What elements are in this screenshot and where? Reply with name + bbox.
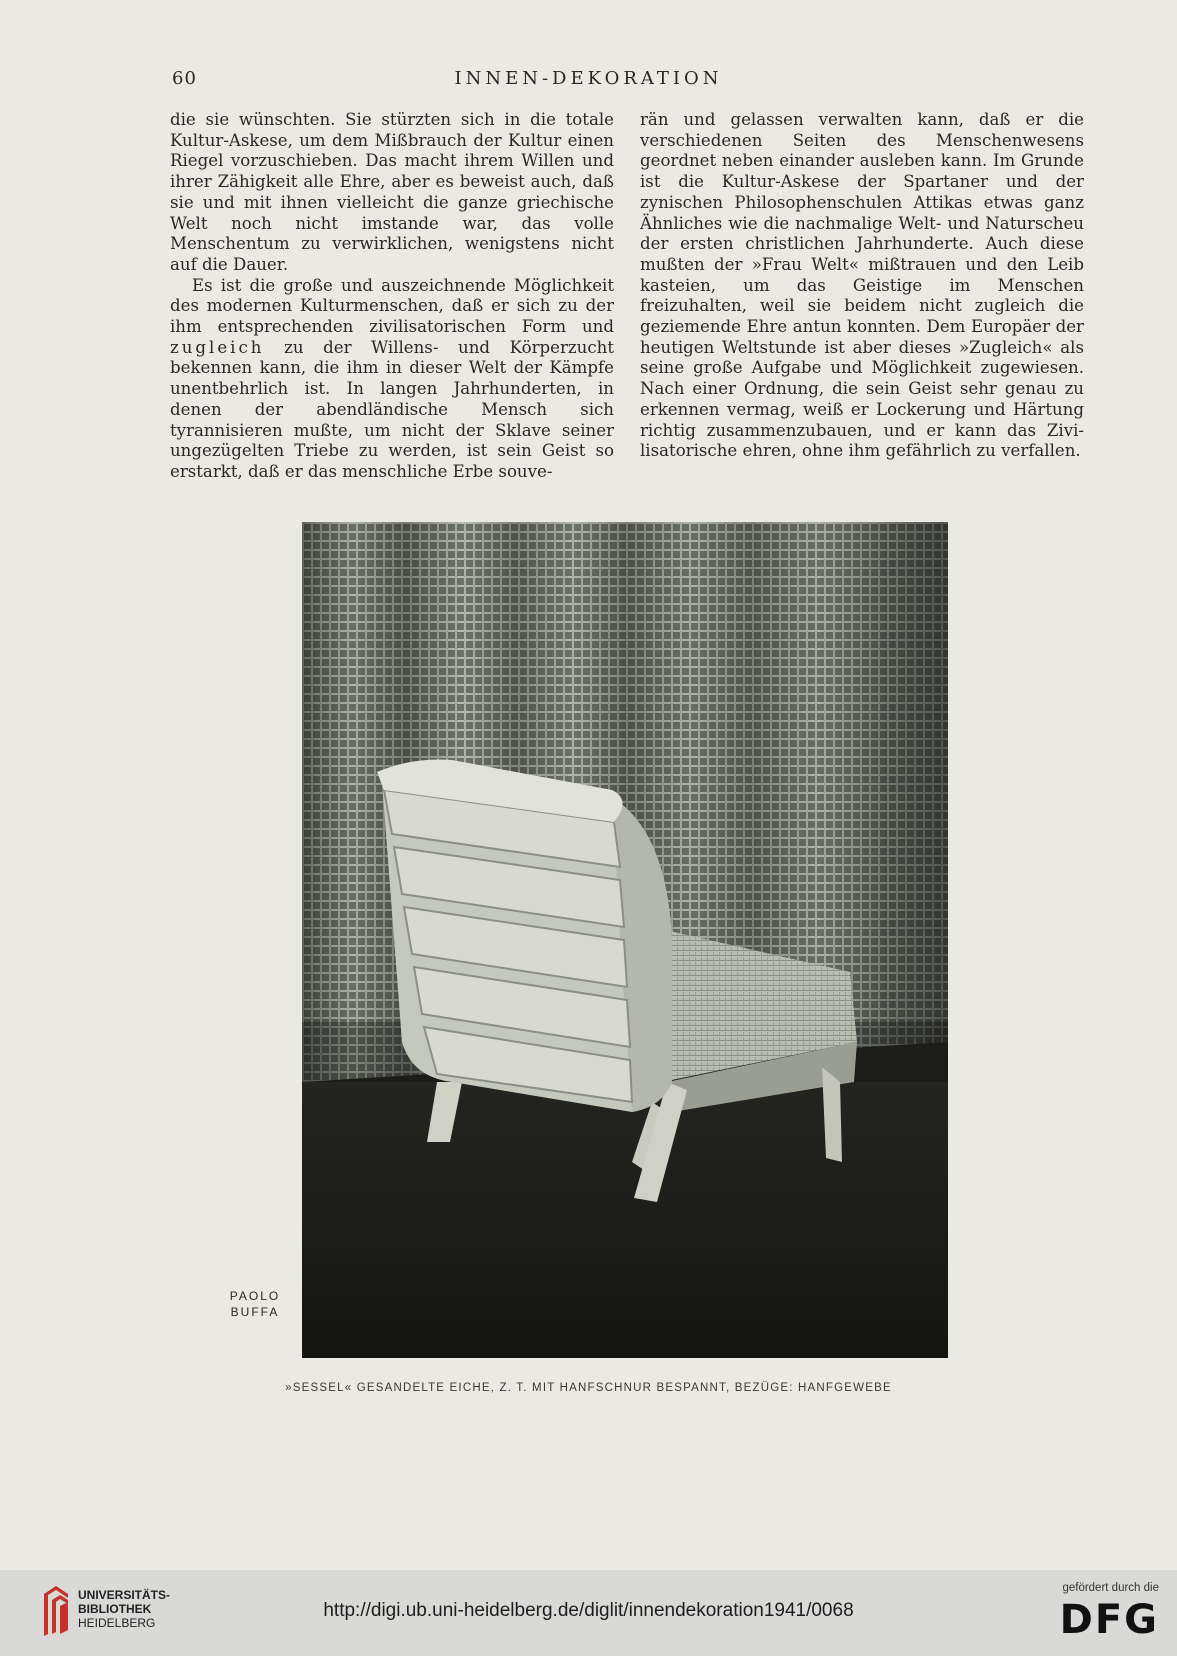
digitization-footer [0,1570,1177,1656]
sponsor-block [1029,1582,1159,1643]
sponsor-label: gefördert durch die [1062,1582,1159,1594]
figure-caption: »SESSEL« GESANDELTE EICHE, Z. T. MIT HANFSCHNUR BESPANNT, BEZÜGE: HANFGEWEBE [285,1382,892,1394]
body-text [170,110,1084,481]
permalink-url[interactable]: http://digi.ub.uni-heidelberg.de/diglit/innendekoration1941/0068 [323,1600,854,1621]
credit-last-name: BUFFA [230,1305,280,1319]
left-paragraph-2 [170,276,614,483]
chair-photograph [302,522,948,1358]
running-head: INNEN-DEKORATION [454,68,723,89]
left-paragraph-1: die sie wünschten. Sie stürzten sich in die totale Kultur-Askese, um dem Mißbrauch der Kultur einen Riegel vorzuschieben. Das macht ihrem Willen und ihrer Zähigkeit alle Ehre, aber es beweist auch, daß sie und mit ihnen vielleicht die ganze griechische Welt noch nicht imstande war, das volle Menschentum zu verwirklichen, wenigstens nicht auf die Dauer. [170,110,614,274]
right-column [640,110,1084,470]
library-name-line-1: UNIVERSITÄTS- [78,1588,171,1602]
left-paragraph-2-start: Es ist die große und auszeichnende Möglichkeit des modernen Kulturmenschen, daß er sich zu der ihm entsprechenden zivilisatorischen Form und [170,275,614,337]
credit-first-name: PAOLO [229,1289,281,1303]
emphasis-zugleich: zugleich [170,337,265,357]
right-paragraph-1: rän und gelassen verwalten kann, daß er die verschiedenen Seiten des Menschenwesens geordnet neben einander ausleben kann. Im Grunde ist die Kultur-Askese der Spartaner und der zynischen Philosophenschulen Attikas etwas ganz Ähnliches wie die nachmalige Welt- und Naturscheu der ersten christlichen Jahrhunderte. Auch diese mußten der »Frau Welt« mißtrauen und den Leib kasteien, um das Geistige im Menschen freizuhalten, weil sie beidem nicht zugleich die geziemende Ehre antun konnten. Dem Europäer der heutigen Weltstunde ist aber dieses »Zugleich« als seine große Aufgabe und Möglichkeit zugewiesen. Nach einer Ordnung, die sein Geist sehr genau zu erkennen vermag, weiß er Lockerung und Härtung richtig zusammenzubauen, und er kann das Zivilisatorische ehren, ohne ihm gefährlich zu verfallen. [640,110,1084,461]
page-number: 60 [172,68,197,89]
left-column [170,110,614,481]
library-name-line-2: BIBLIOTHEK [78,1602,152,1616]
photo-credit [210,1288,300,1320]
left-paragraph-2-end: zu der Willens- und Körperzucht bekennen kann, die ihm in dieser Welt der Kämpfe unentbehrlich ist. In langen Jahrhunderten, in denen der abendländische Mensch sich tyrannisieren mußte, um nicht der Sklave seiner ungezügelten Triebe zu werden, ist sein Geist so erstarkt, daß er das menschliche Erbe souve- [170,337,614,481]
dfg-logo: DFG [1059,1597,1159,1643]
library-name-line-3: HEIDELBERG [78,1616,156,1630]
